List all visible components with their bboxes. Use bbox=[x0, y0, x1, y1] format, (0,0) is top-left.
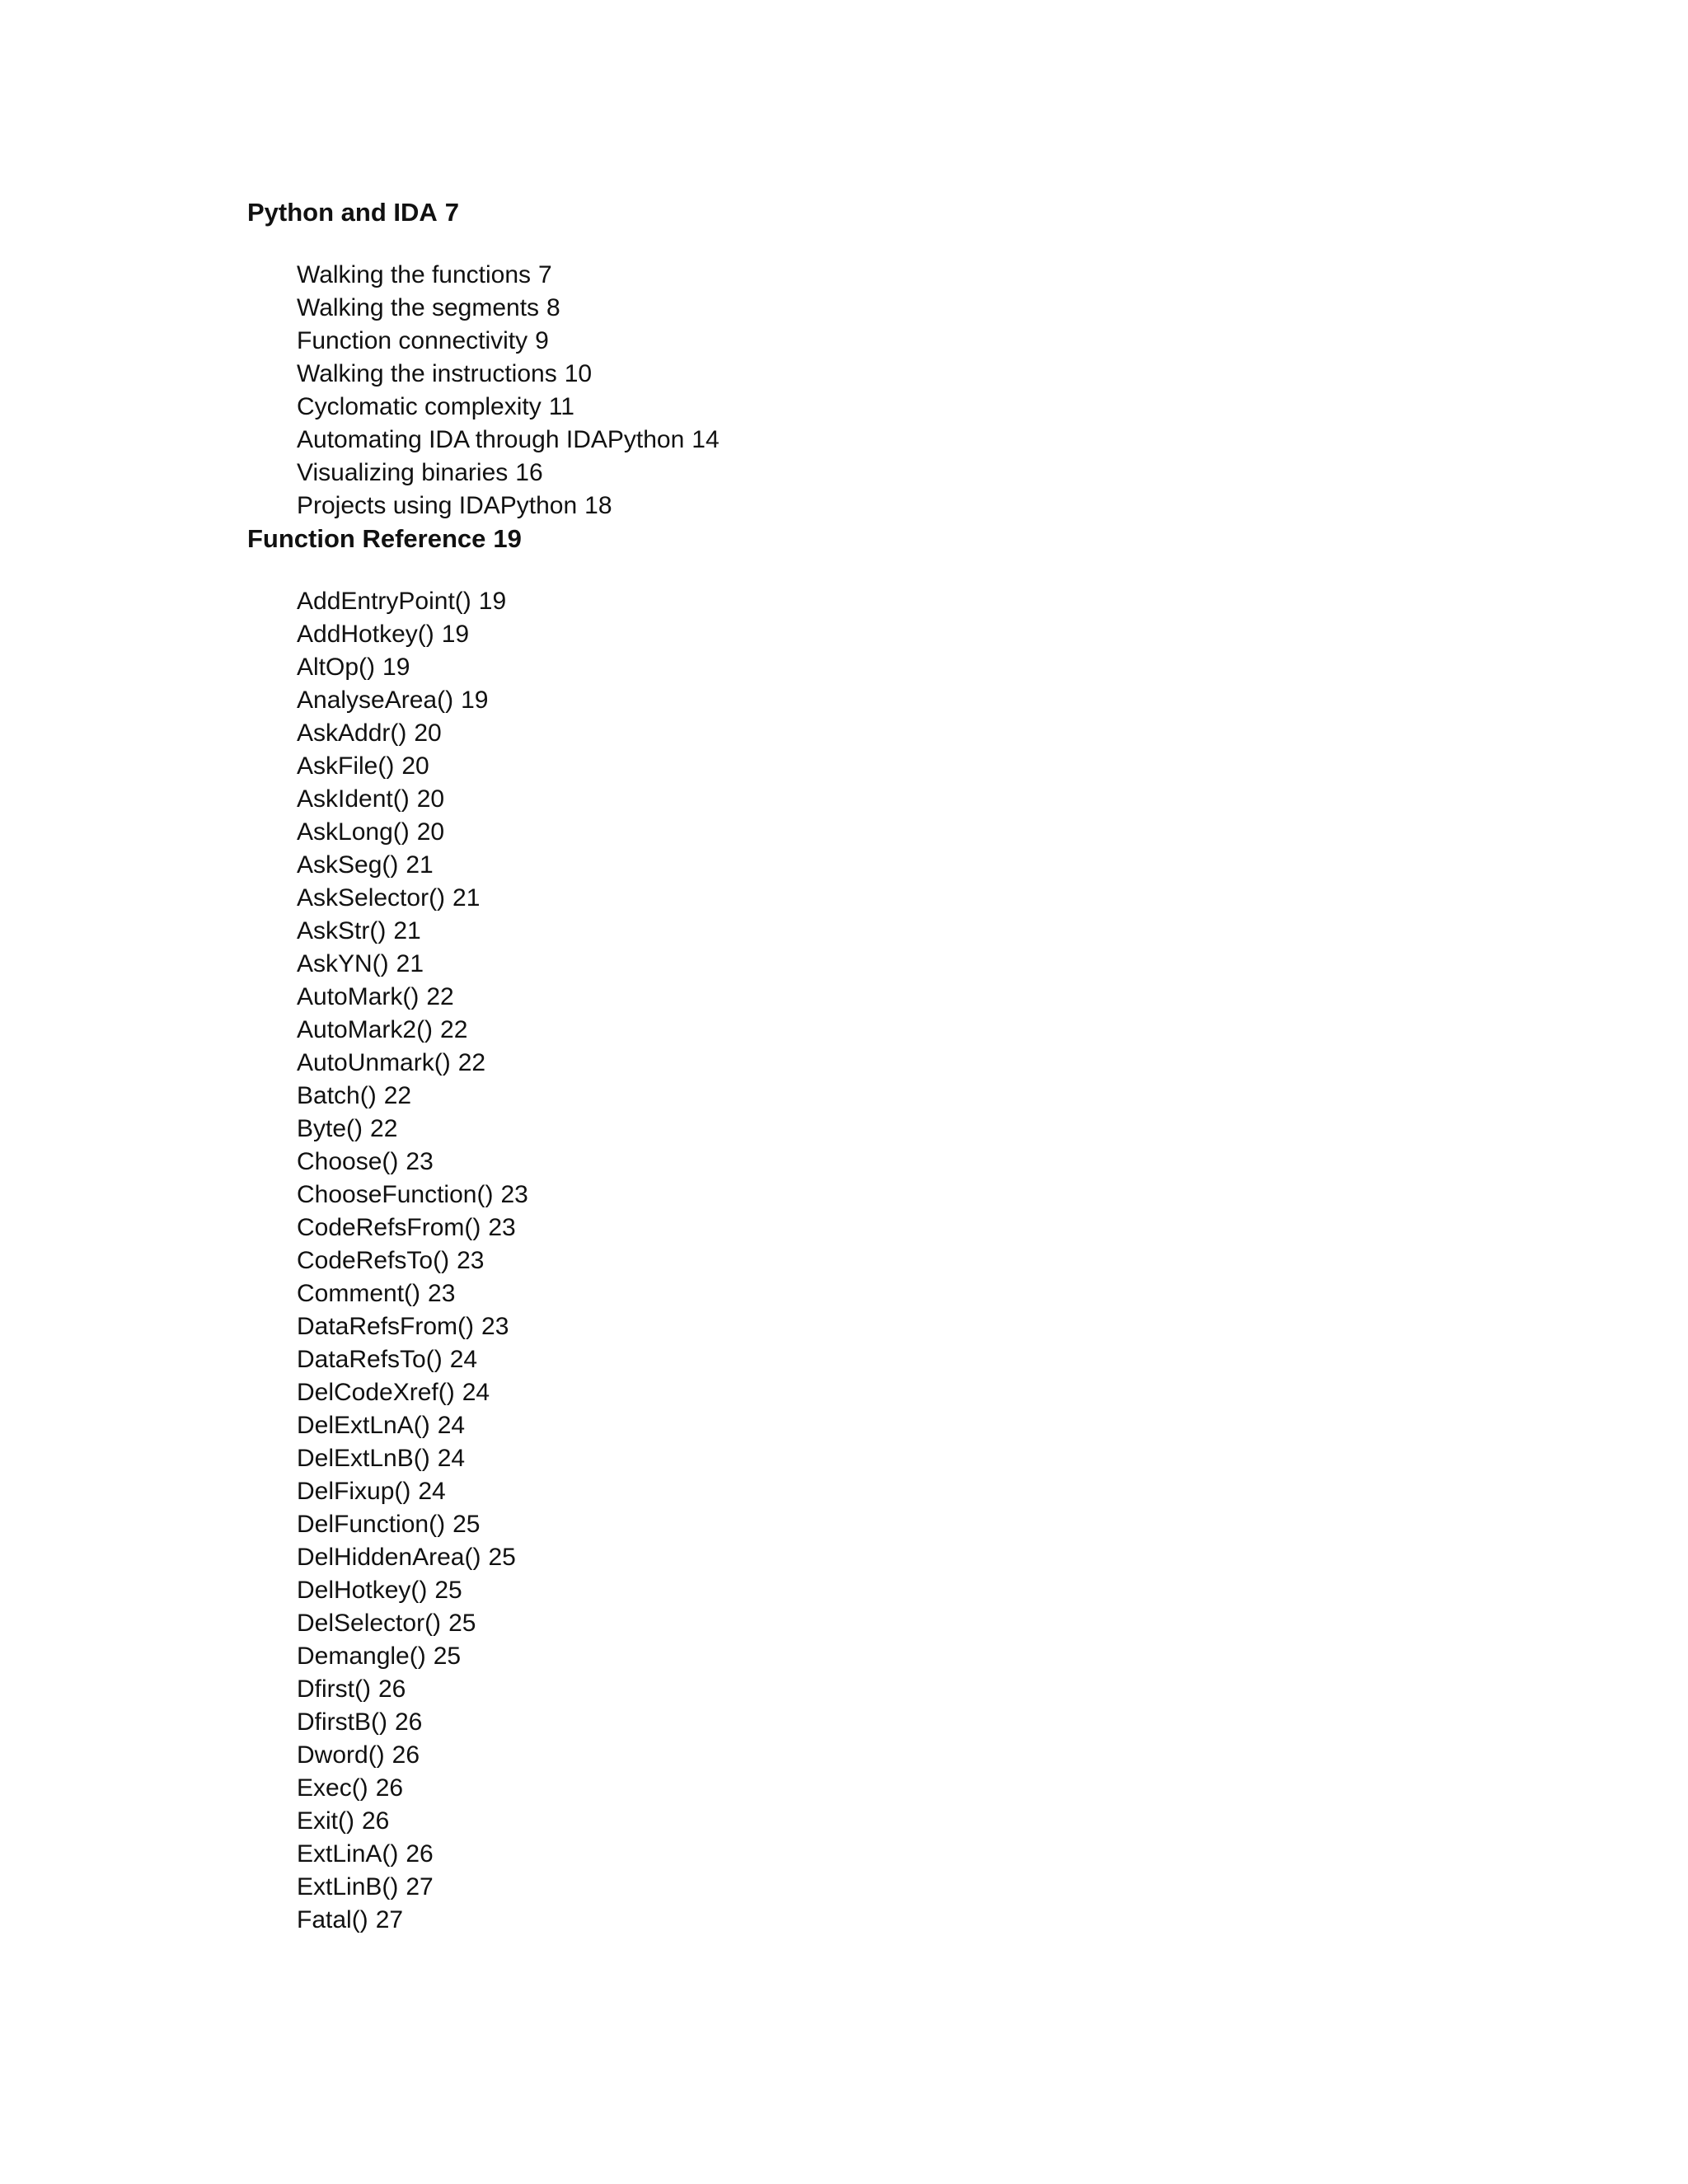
toc-entry bbox=[297, 1871, 1484, 1904]
entry-page-number: 23 bbox=[428, 1280, 456, 1307]
entry-title: AskAddr() bbox=[297, 719, 407, 747]
entry-title: DelFunction() bbox=[297, 1511, 446, 1538]
entry-page-number: 25 bbox=[448, 1610, 476, 1637]
entry-title: Automating IDA through IDAPython bbox=[297, 426, 685, 453]
entry-title: AddEntryPoint() bbox=[297, 588, 471, 615]
entry-page-number: 22 bbox=[383, 1082, 412, 1109]
toc-entry bbox=[297, 1179, 1484, 1212]
toc-entry bbox=[297, 1080, 1484, 1113]
entry-page-number: 26 bbox=[377, 1675, 406, 1703]
entry-page-number: 26 bbox=[362, 1807, 390, 1835]
toc-entry bbox=[297, 1508, 1484, 1541]
toc-entry bbox=[297, 1739, 1484, 1772]
toc-entry bbox=[297, 1343, 1484, 1376]
toc-entry bbox=[297, 849, 1484, 882]
toc-entry bbox=[297, 358, 1484, 391]
entry-page-number: 26 bbox=[394, 1708, 423, 1736]
entry-title: Dfirst() bbox=[297, 1675, 371, 1703]
entry-title: Exec() bbox=[297, 1774, 368, 1802]
toc-entry bbox=[297, 490, 1484, 523]
toc-entry bbox=[297, 1277, 1484, 1310]
entry-title: Demangle() bbox=[297, 1643, 426, 1670]
entry-title: ExtLinA() bbox=[297, 1840, 399, 1868]
entry-title: DelCodeXref() bbox=[297, 1379, 455, 1406]
entry-title: DataRefsFrom() bbox=[297, 1313, 475, 1340]
entry-page-number: 8 bbox=[546, 294, 560, 321]
entry-title: AutoMark2() bbox=[297, 1016, 434, 1043]
entry-title: DelFixup() bbox=[297, 1478, 411, 1505]
toc-entry bbox=[297, 1607, 1484, 1640]
entry-title: AutoMark() bbox=[297, 983, 420, 1010]
toc-entry bbox=[297, 1706, 1484, 1739]
entry-page-number: 22 bbox=[457, 1049, 486, 1076]
entry-page-number: 20 bbox=[414, 719, 442, 747]
entry-page-number: 21 bbox=[393, 917, 421, 944]
entry-title: Batch() bbox=[297, 1082, 377, 1109]
entry-page-number: 26 bbox=[392, 1741, 420, 1769]
toc-entry bbox=[297, 585, 1484, 618]
toc-entry bbox=[297, 981, 1484, 1014]
entry-title: Byte() bbox=[297, 1115, 363, 1142]
entry-title: ExtLinB() bbox=[297, 1873, 399, 1900]
section-page-number: 7 bbox=[444, 198, 460, 227]
entry-title: DelSelector() bbox=[297, 1610, 442, 1637]
entry-title: Walking the segments bbox=[297, 294, 540, 321]
entry-page-number: 20 bbox=[416, 785, 445, 813]
entry-title: DelHiddenArea() bbox=[297, 1544, 481, 1571]
toc-entry bbox=[297, 259, 1484, 292]
entry-title: AskLong() bbox=[297, 818, 410, 846]
entry-title: AskSeg() bbox=[297, 851, 399, 879]
entry-page-number: 19 bbox=[478, 588, 507, 615]
entry-page-number: 21 bbox=[396, 950, 424, 977]
toc-entry bbox=[297, 618, 1484, 651]
entry-page-number: 19 bbox=[441, 621, 470, 648]
entry-page-number: 14 bbox=[692, 426, 720, 453]
toc-entry bbox=[297, 1376, 1484, 1409]
toc-entry bbox=[297, 1014, 1484, 1047]
entry-page-number: 24 bbox=[449, 1346, 478, 1373]
entry-title: Fatal() bbox=[297, 1906, 368, 1933]
entry-page-number: 25 bbox=[488, 1544, 516, 1571]
entry-title: Dword() bbox=[297, 1741, 385, 1769]
entry-page-number: 24 bbox=[418, 1478, 446, 1505]
toc-entry bbox=[297, 391, 1484, 424]
entry-title: AskYN() bbox=[297, 950, 389, 977]
toc-entry bbox=[297, 1212, 1484, 1244]
entry-title: Function connectivity bbox=[297, 327, 528, 354]
entry-page-number: 24 bbox=[437, 1412, 466, 1439]
toc-entry bbox=[297, 717, 1484, 750]
entry-title: DataRefsTo() bbox=[297, 1346, 443, 1373]
toc-entry bbox=[297, 750, 1484, 783]
entry-page-number: 26 bbox=[406, 1840, 434, 1868]
entry-page-number: 23 bbox=[457, 1247, 485, 1274]
toc-entry bbox=[297, 1047, 1484, 1080]
entry-page-number: 16 bbox=[515, 459, 543, 486]
entry-page-number: 23 bbox=[500, 1181, 528, 1208]
entry-page-number: 19 bbox=[382, 654, 410, 681]
section-page-number: 19 bbox=[493, 524, 522, 553]
toc-entry bbox=[297, 1146, 1484, 1179]
entry-page-number: 9 bbox=[535, 327, 549, 354]
toc-entry bbox=[297, 1310, 1484, 1343]
entry-title: AskFile() bbox=[297, 752, 395, 780]
toc-entry bbox=[297, 1409, 1484, 1442]
section-entry-list bbox=[247, 585, 1484, 1937]
entry-page-number: 26 bbox=[375, 1774, 404, 1802]
entry-title: Cyclomatic complexity bbox=[297, 393, 542, 420]
section-title: Python and IDA bbox=[247, 198, 438, 227]
entry-title: DfirstB() bbox=[297, 1708, 387, 1736]
entry-title: AnalyseArea() bbox=[297, 687, 454, 714]
entry-page-number: 21 bbox=[406, 851, 434, 879]
entry-page-number: 7 bbox=[538, 261, 552, 288]
entry-title: DelHotkey() bbox=[297, 1577, 428, 1604]
entry-page-number: 23 bbox=[406, 1148, 434, 1175]
toc-entry bbox=[297, 1475, 1484, 1508]
entry-title: CodeRefsFrom() bbox=[297, 1214, 481, 1241]
entry-page-number: 23 bbox=[481, 1313, 509, 1340]
entry-page-number: 11 bbox=[548, 393, 574, 420]
toc-entry bbox=[297, 651, 1484, 684]
toc-entry bbox=[297, 1244, 1484, 1277]
toc-entry bbox=[297, 1673, 1484, 1706]
entry-page-number: 25 bbox=[434, 1577, 462, 1604]
section-heading bbox=[247, 196, 1484, 229]
entry-page-number: 27 bbox=[375, 1906, 404, 1933]
toc-entry bbox=[297, 1574, 1484, 1607]
entry-page-number: 22 bbox=[370, 1115, 398, 1142]
section-entry-list bbox=[247, 259, 1484, 523]
toc-entry bbox=[297, 915, 1484, 948]
entry-title: AltOp() bbox=[297, 654, 376, 681]
toc-entry bbox=[297, 783, 1484, 816]
entry-title: Walking the functions bbox=[297, 261, 532, 288]
entry-title: ChooseFunction() bbox=[297, 1181, 494, 1208]
entry-page-number: 22 bbox=[440, 1016, 468, 1043]
entry-page-number: 10 bbox=[564, 360, 593, 387]
entry-page-number: 19 bbox=[461, 687, 489, 714]
toc-entry bbox=[297, 424, 1484, 457]
toc-entry bbox=[297, 1640, 1484, 1673]
entry-page-number: 20 bbox=[401, 752, 429, 780]
entry-title: Choose() bbox=[297, 1148, 399, 1175]
section-title: Function Reference bbox=[247, 524, 486, 553]
entry-title: DelExtLnA() bbox=[297, 1412, 430, 1439]
toc-entry bbox=[297, 1541, 1484, 1574]
toc-entry bbox=[297, 816, 1484, 849]
toc-entry bbox=[297, 292, 1484, 325]
entry-title: Walking the instructions bbox=[297, 360, 557, 387]
entry-page-number: 25 bbox=[452, 1511, 481, 1538]
toc-entry bbox=[297, 1113, 1484, 1146]
toc-entry bbox=[297, 1838, 1484, 1871]
entry-page-number: 24 bbox=[462, 1379, 490, 1406]
toc-entry bbox=[297, 948, 1484, 981]
entry-title: Projects using IDAPython bbox=[297, 492, 578, 519]
entry-page-number: 18 bbox=[584, 492, 612, 519]
entry-title: Visualizing binaries bbox=[297, 459, 509, 486]
entry-title: Comment() bbox=[297, 1280, 421, 1307]
toc-entry bbox=[297, 684, 1484, 717]
table-of-contents bbox=[247, 196, 1484, 1937]
entry-title: AskStr() bbox=[297, 917, 387, 944]
entry-title: CodeRefsTo() bbox=[297, 1247, 450, 1274]
entry-title: AddHotkey() bbox=[297, 621, 434, 648]
toc-entry bbox=[297, 457, 1484, 490]
entry-title: AutoUnmark() bbox=[297, 1049, 451, 1076]
toc-entry bbox=[297, 1805, 1484, 1838]
section-heading bbox=[247, 523, 1484, 555]
entry-title: DelExtLnB() bbox=[297, 1445, 430, 1472]
toc-entry bbox=[297, 1442, 1484, 1475]
entry-page-number: 21 bbox=[452, 884, 481, 912]
entry-page-number: 23 bbox=[488, 1214, 516, 1241]
entry-page-number: 24 bbox=[437, 1445, 466, 1472]
entry-title: AskIdent() bbox=[297, 785, 410, 813]
toc-entry bbox=[297, 325, 1484, 358]
entry-page-number: 25 bbox=[433, 1643, 462, 1670]
entry-page-number: 20 bbox=[416, 818, 445, 846]
toc-entry bbox=[297, 882, 1484, 915]
entry-page-number: 22 bbox=[426, 983, 454, 1010]
entry-title: AskSelector() bbox=[297, 884, 446, 912]
toc-entry bbox=[297, 1772, 1484, 1805]
toc-entry bbox=[297, 1904, 1484, 1937]
entry-page-number: 27 bbox=[406, 1873, 434, 1900]
entry-title: Exit() bbox=[297, 1807, 354, 1835]
